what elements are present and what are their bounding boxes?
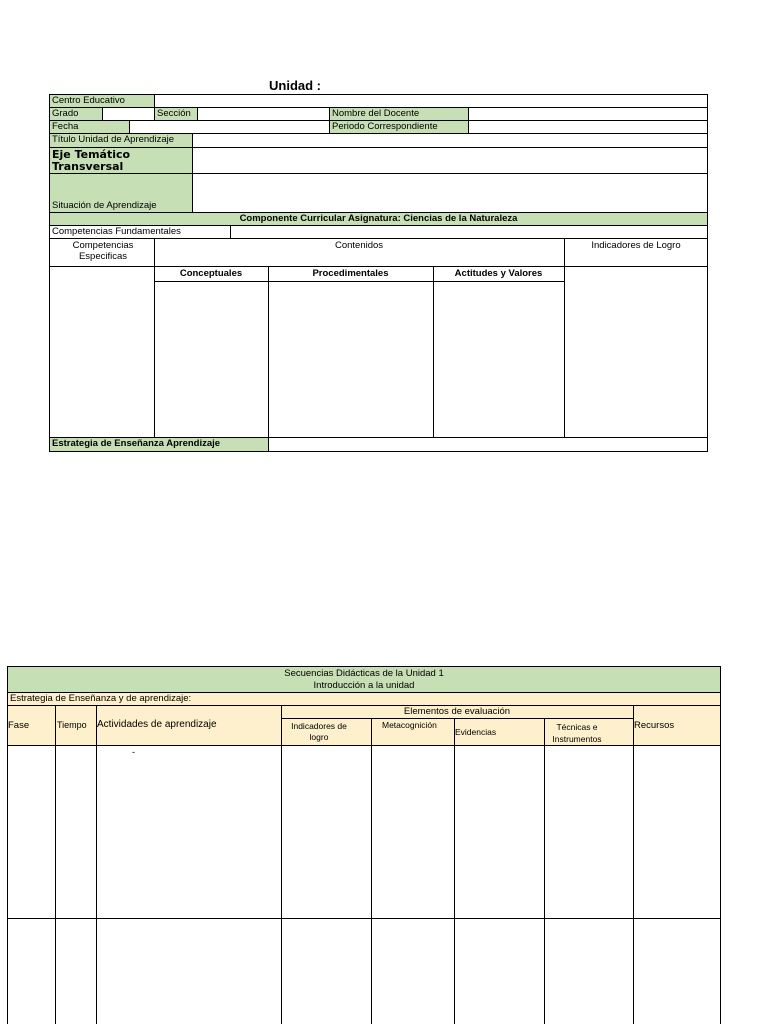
actividades-cell-row1[interactable] [97,747,280,917]
fase-header: Fase [8,720,30,731]
conceptuales-field[interactable] [155,282,267,437]
competencias-fundamentales-label: Competencias Fundamentales [49,225,231,239]
secuencias-title [7,666,721,693]
estrategia-aprendizaje-label: Estrategia de Enseñanza y de aprendizaje: [7,692,721,706]
secuencias-title-line2: Introducción a la unidad [313,680,415,691]
tecnicas-header: Técnicas e Instrumentos [552,722,602,744]
competencias-especificas-header: Competencias Especificas [72,240,134,262]
actitudes-valores-header: Actitudes y Valores [454,268,543,279]
periodo-field[interactable] [468,120,708,134]
evidencias-cell-row2[interactable] [455,919,543,1024]
contenidos-header: Contenidos [334,240,384,251]
recursos-cell-row2[interactable] [634,919,720,1024]
fase-cell-row2[interactable] [8,919,54,1024]
dash-mark: - [132,747,135,757]
conceptuales-header: Conceptuales [179,268,243,279]
tiempo-cell-row1[interactable] [56,747,95,917]
nombre-docente-field[interactable] [468,107,708,121]
procedimentales-field[interactable] [269,282,432,437]
tiempo-header: Tiempo [57,720,87,730]
tecnicas-cell-row1[interactable] [545,747,632,917]
competencias-fundamentales-field[interactable] [230,225,708,239]
situacion-label [49,173,193,213]
indicadores-logro-header: Indicadores de Logro [591,240,681,251]
tiempo-cell-row2[interactable] [56,919,95,1024]
actitudes-valores-field[interactable] [434,282,563,437]
grado-label: Grado [49,107,103,121]
procedimentales-header: Procedimentales [312,268,389,279]
situacion-text: Situación de Aprendizaje [52,200,157,211]
competencias-especificas-field[interactable] [50,267,153,437]
indicadores-cell-row1[interactable] [282,747,370,917]
titulo-unidad-field[interactable] [192,133,708,148]
tecnicas-cell-row2[interactable] [545,919,632,1024]
metacognicion-cell-row1[interactable] [372,747,453,917]
centro-educativo-label: Centro Educativo [49,94,155,108]
eje-tematico-field[interactable] [192,147,708,174]
evidencias-header: Evidencias [455,727,497,737]
eje-tematico-label: Eje Temático Transversal [49,147,193,174]
secuencias-title-line1: Secuencias Didácticas de la Unidad 1 [284,668,444,679]
fase-cell-row1[interactable] [8,747,54,917]
fecha-field[interactable] [129,120,330,134]
componente-curricular-header: Componente Curricular Asignatura: Ciencias de la Naturaleza [49,212,708,226]
metacognicion-cell-row2[interactable] [372,919,453,1024]
fecha-label: Fecha [49,120,130,134]
seccion-label: Sección [154,107,198,121]
estrategia-ensenanza-label: Estrategia de Enseñanza Aprendizaje [49,437,269,452]
situacion-field[interactable] [192,173,708,213]
unit-title: Unidad : [269,78,321,93]
indicadores-cell-row2[interactable] [282,919,370,1024]
titulo-unidad-label: Título Unidad de Aprendizaje [49,133,193,148]
elementos-evaluacion-header: Elementos de evaluación [403,706,511,717]
indicadores-logro-field[interactable] [565,267,707,437]
actividades-cell-row2[interactable] [97,919,280,1024]
metacognicion-header: Metacognición [382,720,437,730]
actividades-header: Actividades de aprendizaje [97,719,217,730]
centro-educativo-field[interactable] [154,94,708,108]
indicadores-header: Indicadores de logro [291,721,347,742]
nombre-docente-label: Nombre del Docente [329,107,469,121]
grado-field[interactable] [102,107,155,121]
recursos-header: Recursos [634,720,675,731]
periodo-label: Periodo Correspondiente [329,120,469,134]
seccion-field[interactable] [197,107,330,121]
recursos-cell-row1[interactable] [634,747,720,917]
estrategia-ensenanza-field[interactable] [268,437,708,452]
evidencias-cell-row1[interactable] [455,747,543,917]
